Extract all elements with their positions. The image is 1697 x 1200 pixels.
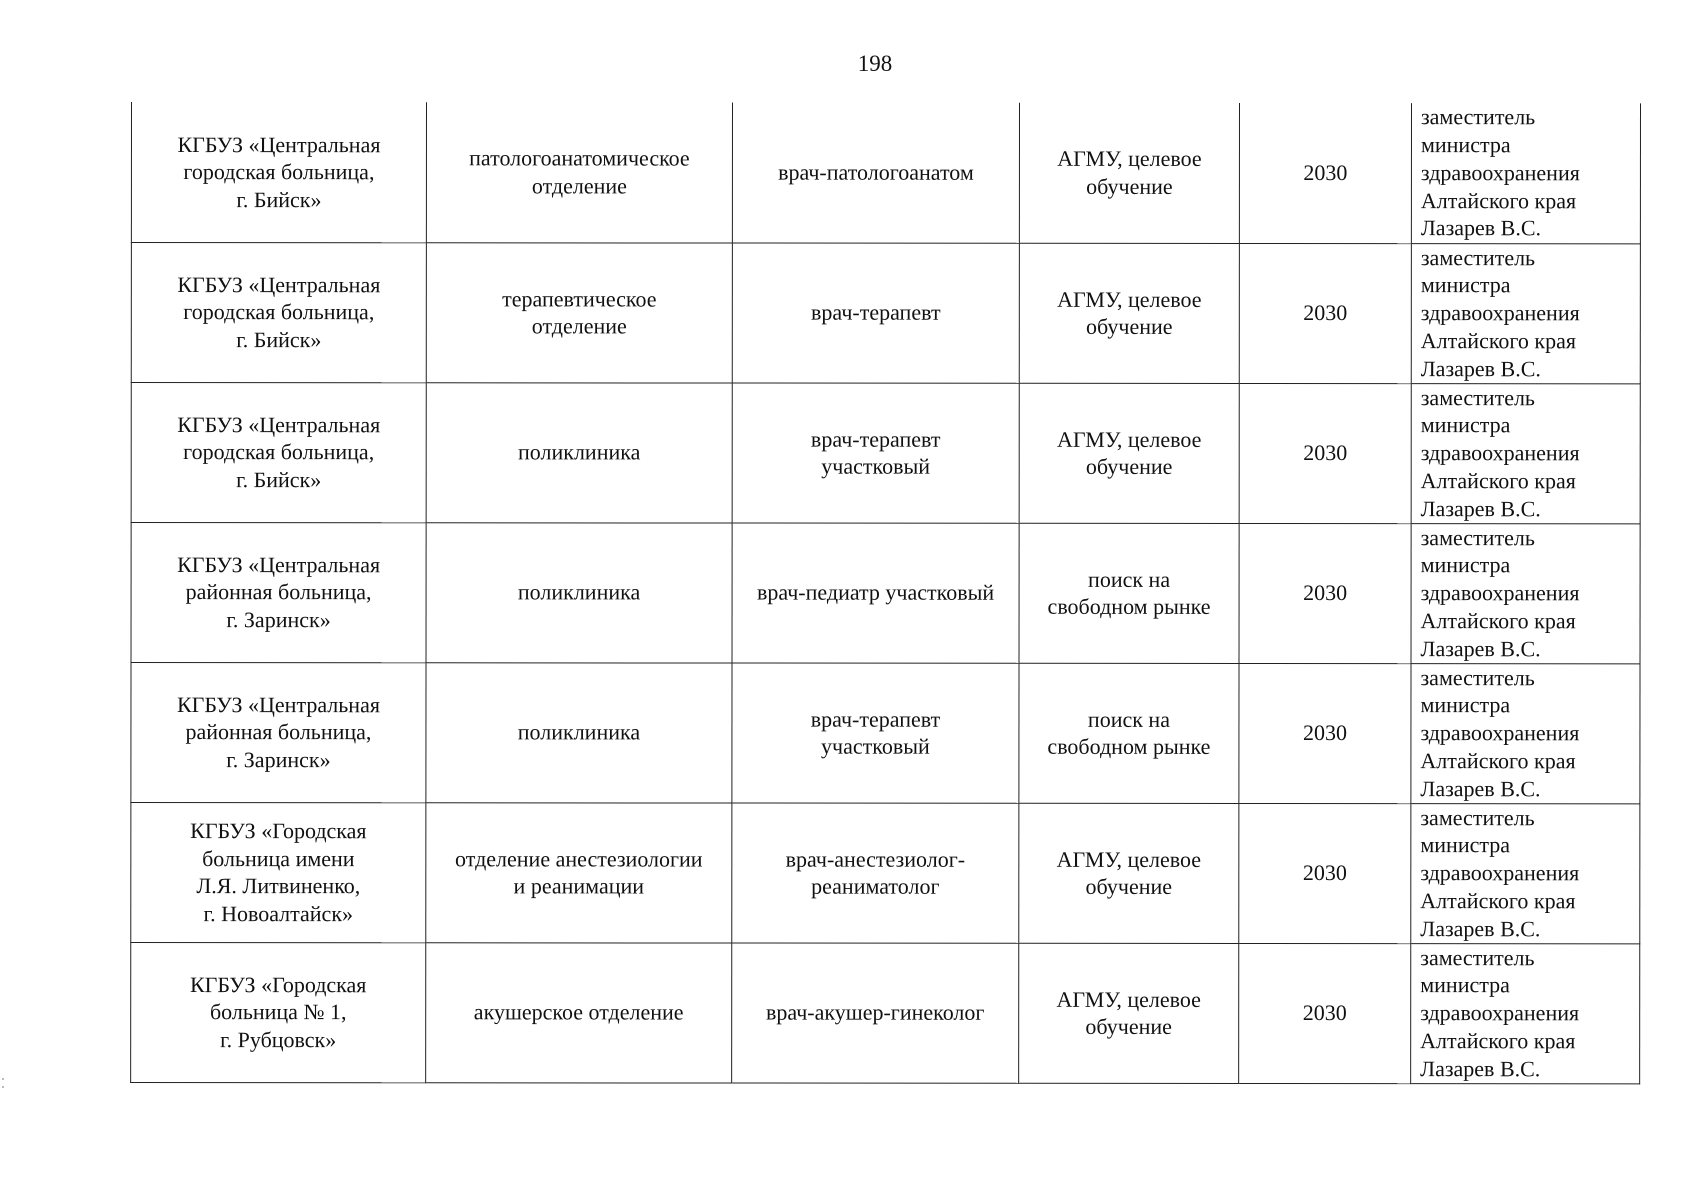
department-line: отделение: [531, 313, 627, 339]
department-line: и реанимации: [513, 873, 645, 899]
source-line: поиск на: [1088, 566, 1171, 592]
department-cell: [426, 522, 732, 662]
organization-line: г. Бийск»: [236, 186, 322, 212]
year-cell: 2030: [1239, 243, 1411, 383]
department-cell: [426, 802, 732, 942]
organization-cell: [131, 522, 426, 662]
department-cell: [426, 242, 732, 382]
organization-line: КГБУЗ «Городская: [190, 971, 367, 997]
organization-line: г. Заринск»: [226, 746, 331, 772]
organization-line: г. Бийск»: [236, 466, 322, 492]
responsible-line: Алтайского края: [1420, 187, 1577, 213]
responsible-line: министра: [1420, 692, 1511, 718]
organization-cell: [131, 802, 426, 942]
responsible-line: заместитель: [1420, 664, 1535, 690]
organization-cell: [131, 942, 426, 1082]
position-line: участковый: [821, 733, 930, 759]
responsible-line: заместитель: [1420, 384, 1535, 410]
organization-line: районная больница,: [185, 719, 372, 745]
organization-line: Л.Я. Литвиненко,: [196, 873, 361, 899]
responsible-line: Алтайского края: [1420, 888, 1576, 914]
source-line: свободном рынке: [1047, 593, 1211, 619]
responsible-cell: [1411, 663, 1640, 803]
year-cell: 2030: [1239, 943, 1411, 1083]
department-line: акушерское отделение: [473, 999, 684, 1025]
source-cell: [1019, 663, 1239, 803]
department-line: отделение анестезиологии: [455, 845, 703, 871]
responsible-line: Лазарев В.С.: [1420, 355, 1541, 381]
year-cell: 2030: [1239, 523, 1411, 663]
responsible-line: заместитель: [1420, 104, 1536, 130]
source-cell: [1019, 943, 1239, 1083]
organization-line: г. Новоалтайск»: [203, 900, 354, 926]
responsible-line: здравоохранения: [1420, 300, 1580, 326]
table-row: [131, 942, 1640, 1083]
source-cell: [1019, 803, 1239, 943]
responsible-line: заместитель: [1420, 944, 1535, 970]
responsible-line: Лазарев В.С.: [1420, 495, 1541, 521]
responsible-line: Алтайского края: [1420, 1028, 1576, 1054]
department-line: терапевтическое: [502, 285, 657, 311]
source-line: свободном рынке: [1047, 733, 1211, 759]
source-line: обучение: [1085, 453, 1173, 479]
table-row: [131, 802, 1640, 943]
responsible-cell: [1411, 383, 1640, 523]
organization-line: городская больница,: [183, 159, 375, 185]
year-cell: 2030: [1239, 663, 1411, 803]
year-cell: 2030: [1239, 803, 1411, 943]
organization-line: КГБУЗ «Центральная: [177, 551, 381, 577]
scan-artifact: [2, 1078, 4, 1080]
source-cell: [1019, 523, 1239, 663]
responsible-line: Лазарев В.С.: [1420, 215, 1542, 241]
position-line: врач-патологоанатом: [778, 159, 974, 185]
source-line: обучение: [1086, 173, 1173, 199]
position-cell: [732, 243, 1019, 383]
table-row: [131, 522, 1640, 663]
responsible-line: Лазарев В.С.: [1420, 1055, 1541, 1081]
position-cell: [732, 943, 1019, 1083]
responsible-line: министра: [1420, 972, 1510, 998]
position-line: врач-терапевт: [810, 426, 941, 452]
position-line: участковый: [821, 453, 931, 479]
responsible-cell: [1411, 243, 1640, 383]
department-cell: [426, 102, 732, 242]
responsible-line: Лазарев В.С.: [1420, 635, 1541, 661]
source-line: АГМУ, целевое: [1057, 286, 1202, 312]
source-cell: [1019, 103, 1239, 243]
position-line: врач-педиатр участковый: [756, 579, 995, 606]
source-line: поиск на: [1087, 706, 1170, 732]
organization-line: г. Бийск»: [236, 326, 322, 352]
source-line: обучение: [1086, 313, 1173, 339]
year-cell: 2030: [1239, 103, 1411, 243]
responsible-line: здравоохранения: [1420, 720, 1580, 746]
position-line: врач-акушер-гинеколог: [765, 999, 985, 1025]
position-line: врач-терапевт: [811, 299, 941, 325]
table-row: [131, 102, 1640, 243]
responsible-line: здравоохранения: [1420, 1000, 1580, 1026]
organization-line: КГБУЗ «Центральная: [177, 271, 381, 297]
organization-line: КГБУЗ «Центральная: [177, 411, 381, 437]
table-row: [131, 662, 1640, 803]
department-line: поликлиника: [518, 439, 641, 465]
organization-line: больница № 1,: [209, 999, 347, 1025]
responsible-line: Алтайского края: [1420, 608, 1576, 634]
organization-cell: [131, 242, 426, 382]
organization-cell: [131, 382, 426, 522]
department-cell: [426, 662, 732, 802]
source-line: АГМУ, целевое: [1056, 986, 1201, 1012]
position-cell: [732, 103, 1019, 243]
source-cell: [1019, 243, 1239, 383]
position-line: реаниматолог: [811, 873, 940, 899]
department-line: поликлиника: [517, 579, 641, 605]
responsible-line: министра: [1420, 552, 1511, 578]
organization-cell: [131, 102, 426, 242]
responsible-line: Алтайского края: [1420, 468, 1576, 494]
organization-line: КГБУЗ «Центральная: [176, 691, 380, 717]
department-cell: [426, 382, 732, 522]
table-row: [131, 382, 1640, 523]
source-line: обучение: [1085, 873, 1173, 899]
source-line: АГМУ, целевое: [1056, 426, 1202, 452]
organization-line: г. Рубцовск»: [220, 1026, 337, 1052]
responsible-line: здравоохранения: [1420, 440, 1580, 466]
staffing-table: [130, 102, 1641, 1084]
organization-line: КГБУЗ «Центральная: [177, 131, 381, 157]
responsible-cell: [1411, 943, 1640, 1083]
position-cell: [732, 383, 1019, 523]
position-cell: [732, 663, 1019, 803]
responsible-line: Лазарев В.С.: [1420, 775, 1541, 801]
position-line: врач-терапевт: [810, 706, 941, 732]
organization-line: городская больница,: [183, 299, 375, 325]
organization-line: городская больница,: [183, 439, 375, 465]
responsible-line: Алтайского края: [1420, 748, 1576, 774]
department-line: патологоанатомическое: [469, 145, 690, 171]
scan-artifact: [2, 1086, 4, 1088]
responsible-line: заместитель: [1420, 244, 1536, 270]
page-number: 198: [857, 51, 893, 76]
responsible-line: министра: [1420, 832, 1511, 858]
position-cell: [732, 803, 1019, 943]
responsible-line: министра: [1420, 132, 1511, 158]
organization-line: больница имени: [202, 845, 355, 871]
source-line: АГМУ, целевое: [1057, 146, 1202, 172]
responsible-line: Лазарев В.С.: [1420, 915, 1541, 941]
position-cell: [732, 523, 1019, 663]
department-line: поликлиника: [517, 719, 641, 745]
source-cell: [1019, 383, 1239, 523]
responsible-line: министра: [1420, 412, 1511, 438]
responsible-line: министра: [1420, 272, 1511, 298]
responsible-cell: [1411, 523, 1640, 663]
organization-line: г. Заринск»: [226, 606, 331, 632]
responsible-line: здравоохранения: [1420, 860, 1580, 886]
responsible-line: заместитель: [1420, 804, 1535, 830]
organization-line: районная больница,: [185, 579, 372, 605]
department-cell: [426, 942, 732, 1082]
source-line: АГМУ, целевое: [1056, 846, 1202, 872]
responsible-line: здравоохранения: [1420, 159, 1580, 186]
responsible-cell: [1411, 103, 1640, 243]
responsible-line: Алтайского края: [1420, 328, 1576, 354]
year-cell: 2030: [1239, 383, 1411, 523]
table-row: [131, 242, 1640, 383]
responsible-line: здравоохранения: [1420, 580, 1580, 606]
responsible-line: заместитель: [1420, 524, 1535, 550]
department-line: отделение: [531, 173, 627, 199]
position-line: врач-анестезиолог-: [785, 846, 966, 872]
organization-line: КГБУЗ «Городская: [190, 818, 367, 844]
table-body: [131, 102, 1641, 1083]
source-line: обучение: [1085, 1013, 1172, 1039]
responsible-cell: [1411, 803, 1640, 943]
organization-cell: [131, 662, 426, 802]
